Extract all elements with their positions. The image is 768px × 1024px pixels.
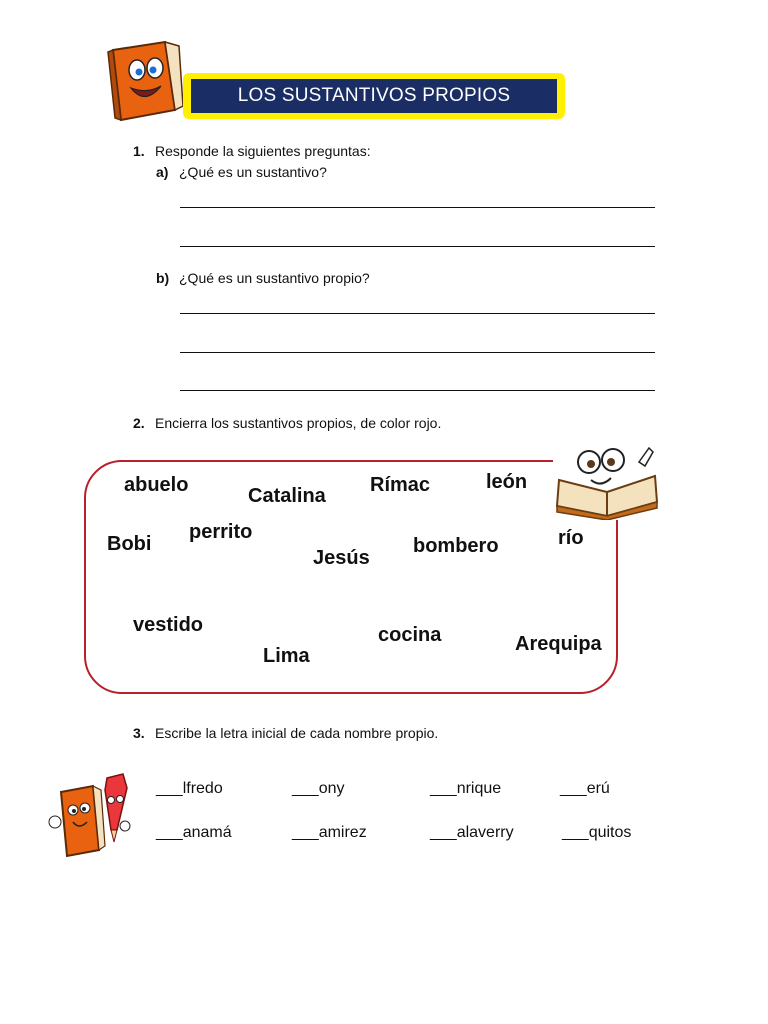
fill-in-item[interactable]: ___lfredo [156,780,223,797]
fill-in-item[interactable]: ___quitos [562,824,632,841]
word-item[interactable]: perrito [189,521,253,543]
question-1a [156,164,327,180]
answer-line[interactable] [180,207,655,208]
question-3-number: 3. [133,725,145,741]
word-item[interactable]: Rímac [370,474,431,496]
word-item[interactable]: río [558,527,584,549]
fill-in-item[interactable]: ___nrique [430,780,502,797]
word-item[interactable]: Bobi [107,533,152,555]
question-1a-letter: a) [156,164,169,180]
question-1-number: 1. [133,143,145,159]
answer-line[interactable] [180,390,655,391]
question-1b-text: ¿Qué es un sustantivo propio? [179,270,370,286]
question-3-prompt: Escribe la letra inicial de cada nombre propio. [155,725,439,741]
word-item[interactable]: cocina [378,624,442,646]
fill-in-item[interactable]: ___anamá [156,824,232,841]
fill-in-item[interactable]: ___alaverry [430,824,514,841]
answer-line[interactable] [180,313,655,314]
question-3 [133,725,438,741]
answer-line[interactable] [180,246,655,247]
word-item[interactable]: león [486,471,528,493]
open-book-mascot-icon [553,440,663,520]
title-banner [183,73,565,119]
word-item[interactable]: abuelo [124,474,189,496]
question-1a-text: ¿Qué es un sustantivo? [179,164,327,180]
book-mascot-icon [105,36,187,122]
answer-line[interactable] [180,352,655,353]
word-item[interactable]: Arequipa [515,633,602,655]
question-2-prompt: Encierra los sustantivos propios, de color rojo. [155,415,442,431]
word-item[interactable]: vestido [133,614,204,636]
word-item[interactable]: Catalina [248,485,326,507]
book-and-pencil-mascot-icon [47,770,131,858]
page-title: LOS SUSTANTIVOS PROPIOS [191,79,557,113]
question-2 [133,415,441,431]
fill-in-item[interactable]: ___erú [560,780,610,797]
question-1 [133,143,371,159]
word-item[interactable]: Lima [263,645,310,667]
fill-in-item[interactable]: ___ony [292,780,345,797]
question-1b [156,270,370,286]
fill-in-item[interactable]: ___amirez [292,824,367,841]
word-item[interactable]: bombero [413,535,499,557]
word-item[interactable]: Jesús [313,547,370,569]
question-2-number: 2. [133,415,145,431]
question-1b-letter: b) [156,270,170,286]
question-1-prompt: Responde la siguientes preguntas: [155,143,371,159]
